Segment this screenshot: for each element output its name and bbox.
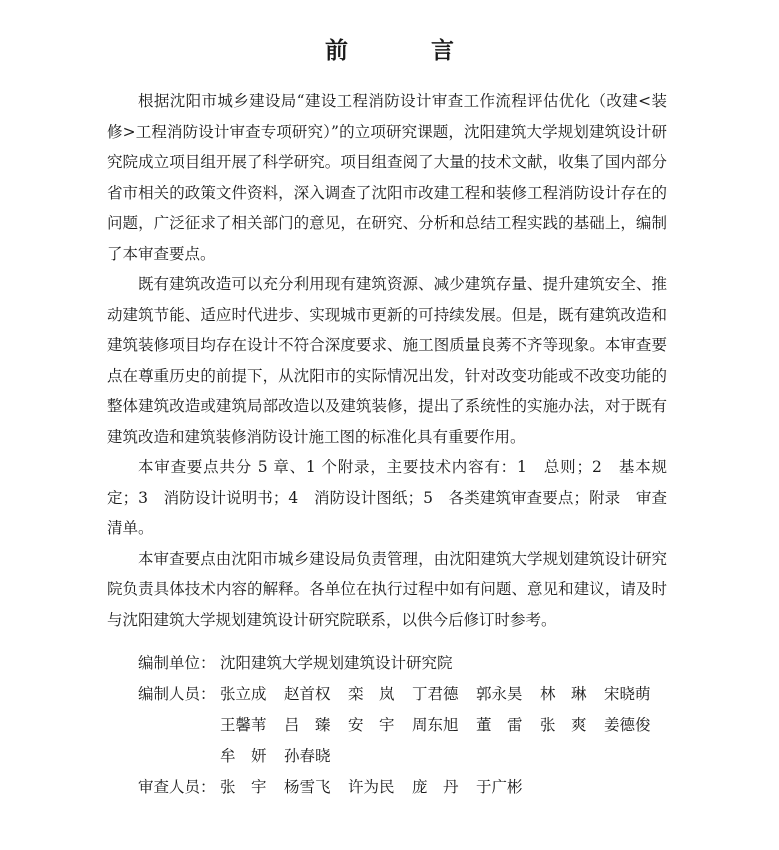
compiler-unit-row [138, 648, 678, 679]
paragraph-background: 根据沈阳市城乡建设局“建设工程消防设计审查工作流程评估优化（改建<装修>工程消防设计审查专项研究）”的立项研究课题，沈阳建筑大学规划建筑设计研究院成立项目组开展了科学研究。项目组查阅了大量的技术文献，收集了国内部分省市相关的政策文件资料，深入调查了沈阳市改建工程和装修工程消防设计存在的问题，广泛征求了相关部门的意见，在研究、分析和总结工程实践的基础上，编制了本审查要点。 [107, 92, 667, 263]
reviewer-name: 许为民 [348, 778, 395, 796]
compiler-name: 郭永昊 [476, 685, 523, 703]
credits-section [138, 648, 678, 803]
compiler-name: 宋晓萌 [604, 685, 651, 703]
page-title: 前 言 [325, 37, 484, 64]
reviewers-row [138, 772, 678, 803]
paragraph-significance: 既有建筑改造可以充分利用现有建筑资源、减少建筑存量、提升建筑安全、推动建筑节能、适应时代进步、实现城市更新的可持续发展。但是，既有建筑改造和建筑装修项目均存在设计不符合深度要求、施工图质量良莠不齐等现象。本审查要点在尊重历史的前提下，从沈阳市的实际情况出发，针对改变功能或不改变功能的整体建筑改造或建筑局部改造以及建筑装修，提出了系统性的实施办法，对于既有建筑改造和建筑装修消防设计施工图的标准化具有重要作用。 [107, 275, 667, 446]
reviewers-names [220, 772, 670, 803]
reviewer-name: 庞 丹 [412, 778, 459, 796]
reviewer-name: 张 宇 [220, 778, 267, 796]
compiler-unit-label: 编制单位： [138, 654, 216, 672]
reviewer-name: 于广彬 [476, 778, 523, 796]
compiler-name: 董 雷 [476, 716, 523, 734]
paragraph-management: 本审查要点由沈阳市城乡建设局负责管理，由沈阳建筑大学规划建筑设计研究院负责具体技术内容的解释。各单位在执行过程中如有问题、意见和建议，请及时与沈阳建筑大学规划建筑设计研究院联系，以供今后修订时参考。 [107, 549, 667, 629]
compiler-name: 安 宇 [348, 716, 395, 734]
compiler-name: 姜德俊 [604, 716, 651, 734]
compiler-name: 孙春晓 [284, 747, 331, 765]
compiler-name: 王馨苇 [220, 716, 267, 734]
compilers-row [138, 679, 678, 772]
compiler-unit-value: 沈阳建筑大学规划建筑设计研究院 [220, 654, 453, 672]
compiler-name: 张 爽 [540, 716, 587, 734]
compiler-name: 牟 妍 [220, 747, 267, 765]
compilers-label: 编制人员： [138, 685, 216, 703]
paragraph-contents: 本审查要点共分 5 章、1 个附录，主要技术内容有：1 总则；2 基本规定；3 消防设计说明书；4 消防设计图纸；5 各类建筑审查要点；附录 审查清单。 [107, 458, 667, 537]
compiler-name: 吕 臻 [284, 716, 331, 734]
compilers-names [220, 679, 670, 772]
compiler-name: 丁君德 [412, 685, 459, 703]
compiler-name: 周东旭 [412, 716, 459, 734]
compiler-name: 赵首权 [284, 685, 331, 703]
compiler-name: 栾 岚 [348, 685, 395, 703]
compiler-name: 林 琳 [540, 685, 587, 703]
reviewers-label: 审查人员： [138, 778, 216, 796]
preface-body [107, 86, 667, 635]
reviewer-name: 杨雪飞 [284, 778, 331, 796]
compiler-name: 张立成 [220, 685, 267, 703]
